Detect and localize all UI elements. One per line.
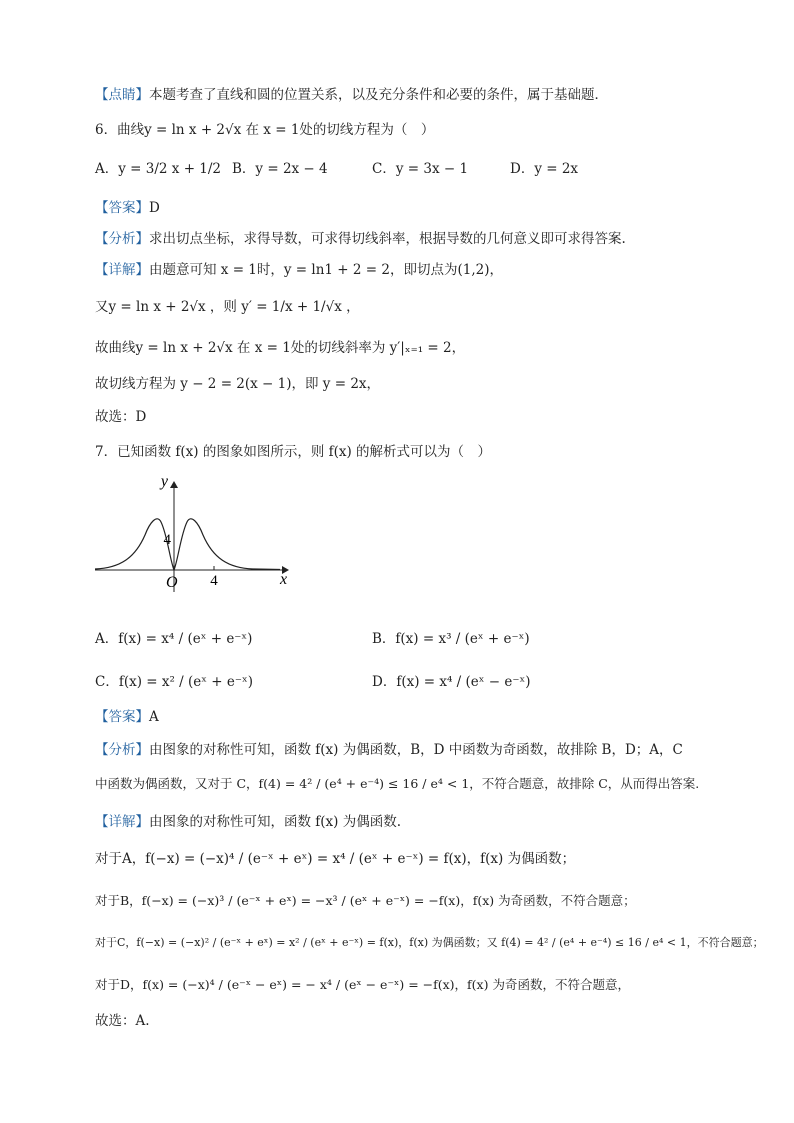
- q7-option-d: D．f(x) = x⁴ / (eˣ − e⁻ˣ): [372, 674, 531, 690]
- q6-option-b: B．y = 2x − 4: [232, 161, 328, 177]
- q6-analysis-line: [95, 228, 626, 250]
- q7-function-graph: [90, 470, 305, 595]
- comment-text: 本题考查了直线和圆的位置关系，以及充分条件和必要的条件，属于基础题．: [149, 87, 608, 103]
- answer-tag: 【答案】: [95, 709, 149, 725]
- q6-choice: 故选：D: [95, 409, 147, 425]
- q7-option-b: B．f(x) = x³ / (eˣ + e⁻ˣ): [372, 631, 530, 647]
- y-axis-label: y: [160, 473, 168, 490]
- q7-option-c: C．f(x) = x² / (eˣ + e⁻ˣ): [95, 674, 253, 690]
- q7-analysis-line-2: 中函数为偶函数，又对于 C，f(4) = 4² / (e⁴ + e⁻⁴) ≤ 16 / e⁴ < 1，不符合题意，故排除 C，从而得出答案.: [95, 776, 700, 791]
- q7-detail-d: 对于D，f(x) = (−x)⁴ / (e⁻ˣ − eˣ) = − x⁴ / (eˣ − e⁻ˣ) = −f(x)，f(x) 为奇函数，不符合题意，: [95, 977, 630, 992]
- q6-stem: 6．曲线y = ln x + 2√x 在 x = 1处的切线方程为（ ）: [95, 122, 435, 138]
- analysis-text: 求出切点坐标，求得导数，可求得切线斜率，根据导数的几何意义即可求得答案.: [149, 231, 626, 247]
- q7-detail-intro: [95, 811, 401, 833]
- answer-tag: 【答案】: [95, 200, 149, 216]
- q6-detail-line-2: 又y = ln x + 2√x ，则 y′ = 1/x + 1/√x ，: [95, 299, 360, 315]
- answer-value: D: [149, 200, 160, 216]
- q6-option-a: A．y = 3/2 x + 1/2: [95, 161, 222, 177]
- q7-stem: 7．已知函数 f(x) 的图象如图所示，则 f(x) 的解析式可以为（ ）: [95, 444, 492, 460]
- q6-detail-line-1: [95, 259, 503, 281]
- origin-label: O: [166, 574, 178, 591]
- q7-detail-b: 对于B，f(−x) = (−x)³ / (e⁻ˣ + eˣ) = −x³ / (eˣ + e⁻ˣ) = −f(x)，f(x) 为奇函数，不符合题意；: [95, 893, 636, 908]
- x-axis-label: x: [280, 571, 288, 588]
- comment-tag: 【点睛】: [95, 87, 149, 103]
- analysis-text: 由图象的对称性可知，函数 f(x) 为偶函数，B，D 中函数为奇函数，故排除 B，D；A，C: [149, 742, 683, 758]
- answer-value: A: [149, 709, 159, 725]
- y-tick-label: 4: [163, 532, 171, 548]
- q6-detail-line-3: 故曲线y = ln x + 2√x 在 x = 1处的切线斜率为 y′|ₓ₌₁ = 2，: [95, 340, 466, 356]
- detail-tag: 【详解】: [95, 814, 149, 830]
- q7-option-a: A．f(x) = x⁴ / (eˣ + e⁻ˣ): [95, 631, 253, 647]
- q7-detail-a: 对于A，f(−x) = (−x)⁴ / (e⁻ˣ + eˣ) = x⁴ / (eˣ + e⁻ˣ) = f(x)，f(x) 为偶函数；: [95, 851, 576, 867]
- detail-text: 由图象的对称性可知，函数 f(x) 为偶函数.: [149, 814, 402, 830]
- analysis-tag: 【分析】: [95, 742, 149, 758]
- q6-option-c: C．y = 3x − 1: [372, 161, 469, 177]
- q6-detail-line-4: 故切线方程为 y − 2 = 2(x − 1)，即 y = 2x，: [95, 376, 381, 392]
- detail-text: 由题意可知 x = 1时，y = ln1 + 2 = 2，即切点为(1,2)，: [149, 262, 503, 278]
- q5-comment-line: [95, 84, 608, 106]
- q7-detail-c: 对于C，f(−x) = (−x)² / (e⁻ˣ + eˣ) = x² / (eˣ + e⁻ˣ) = f(x)，f(x) 为偶函数；又 f(4) = 4² / (e⁴ + e⁻⁴) ≤ 16 / e⁴ < 1，不符合题意；: [95, 936, 764, 949]
- q6-option-d: D．y = 2x: [510, 161, 579, 177]
- q7-choice: 故选：A.: [95, 1013, 150, 1029]
- q7-answer-line: [95, 706, 159, 728]
- x-tick-label: 4: [210, 573, 218, 589]
- curve: [95, 519, 280, 570]
- detail-tag: 【详解】: [95, 262, 149, 278]
- q7-analysis-line-1: [95, 739, 683, 761]
- q6-answer-line: [95, 197, 160, 219]
- analysis-tag: 【分析】: [95, 231, 149, 247]
